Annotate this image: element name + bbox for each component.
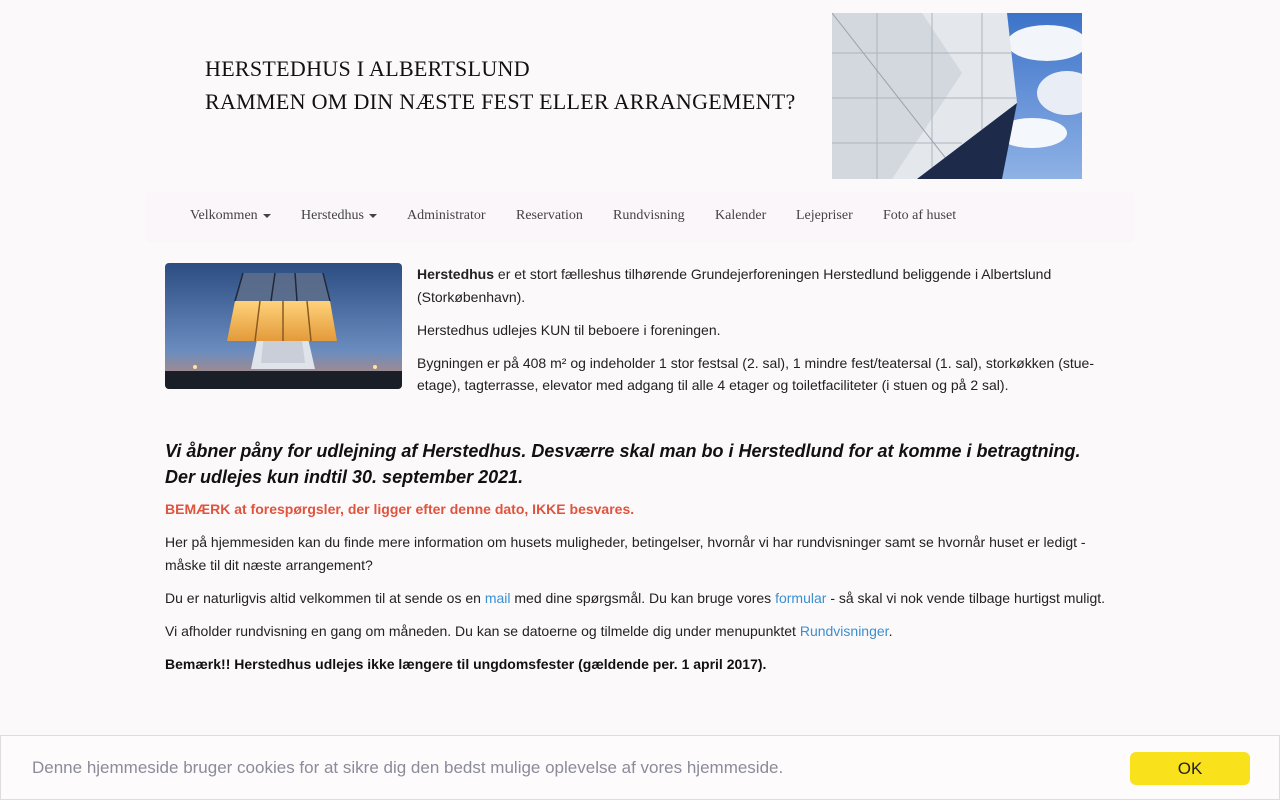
site-title bbox=[205, 52, 796, 118]
cookie-ok-button[interactable]: OK bbox=[1130, 752, 1250, 785]
tour-text: . bbox=[888, 622, 893, 639]
nav-item-herstedhus[interactable] bbox=[301, 192, 377, 242]
nav-item-label: Velkommen bbox=[190, 208, 258, 223]
tour-paragraph bbox=[165, 620, 1115, 643]
youth-party-notice: Bemærk!! Herstedhus udlejes ikke længere til ungdomsfester (gældende per. 1 april 2017). bbox=[165, 655, 767, 672]
nav-item-foto-af-huset[interactable]: Foto af huset bbox=[883, 208, 957, 223]
building-description-text: Bygningen er på 408 m² og indeholder 1 stor festsal (2. sal), 1 mindre fest/teatersal (1. sal), storkøkken (stue-etage), tagterrasse, elevator med adgang til alle 4 etager og toiletfaciliteter (i stuen og på 2 sal). bbox=[417, 354, 1094, 393]
warning-text: BEMÆRK at forespørgsler, der ligger efter denne dato, IKKE besvares. bbox=[165, 501, 635, 517]
contact-paragraph bbox=[165, 587, 1115, 610]
cookie-banner bbox=[0, 735, 1280, 800]
intro-paragraph bbox=[417, 263, 1117, 308]
nav-item-label: Herstedhus bbox=[301, 208, 364, 223]
main-content bbox=[165, 438, 1115, 686]
tour-text: Vi afholder rundvisning en gang om måneden. Du kan se datoerne og tilmelde dig under menupunktet bbox=[165, 622, 800, 639]
reopening-headline: Vi åbner påny for udlejning af Herstedhus. Desværre skal man bo i Herstedlund for at komme i betragtning. Der udlejes kun indtil 30. september 2021. bbox=[165, 441, 1081, 487]
intro-text bbox=[417, 263, 1117, 407]
info-paragraph: Her på hjemmesiden kan du finde mere information om husets muligheder, betingelser, hvornår vi har rundvisninger samt se hvornår huset er ledigt - måske til dit næste arrangement? bbox=[165, 534, 1086, 573]
contact-text: med dine spørgsmål. Du kan bruge vores bbox=[510, 589, 776, 606]
rental-restriction-text: Herstedhus udlejes KUN til beboere i foreningen. bbox=[417, 321, 721, 338]
herstedhus-bold: Herstedhus bbox=[417, 266, 495, 282]
herstedhus-photo bbox=[165, 263, 402, 389]
cookie-message: Denne hjemmeside bruger cookies for at sikre dig den bedst mulige oplevelse af vores hjemmeside. bbox=[32, 758, 784, 777]
nav-item-kalender[interactable]: Kalender bbox=[715, 208, 767, 223]
nav-item-rundvisning[interactable]: Rundvisning bbox=[613, 208, 685, 223]
main-navigation bbox=[145, 192, 1135, 242]
nav-item-administrator[interactable]: Administrator bbox=[407, 208, 486, 223]
contact-text: - så skal vi nok vende tilbage hurtigst muligt. bbox=[826, 589, 1106, 606]
rundvisninger-link[interactable]: Rundvisninger bbox=[799, 622, 889, 639]
caret-down-icon bbox=[263, 214, 271, 218]
site-title-line2: RAMMEN OM DIN NÆSTE FEST ELLER ARRANGEMENT? bbox=[205, 89, 796, 114]
nav-item-velkommen[interactable] bbox=[190, 192, 271, 242]
contact-text: Du er naturligvis altid velkommen til at sende os en bbox=[165, 589, 485, 606]
site-header bbox=[0, 0, 1280, 190]
nav-item-reservation[interactable]: Reservation bbox=[516, 208, 583, 223]
nav-item-lejepriser[interactable]: Lejepriser bbox=[796, 208, 853, 223]
mail-link[interactable]: mail bbox=[484, 589, 511, 606]
site-title-line1: HERSTEDHUS I ALBERTSLUND bbox=[205, 56, 530, 81]
header-building-photo bbox=[832, 13, 1082, 179]
caret-down-icon bbox=[369, 214, 377, 218]
intro-paragraph-text: er et stort fælleshus tilhørende Grundejerforeningen Herstedlund beliggende i Albertslund (Storkøbenhavn). bbox=[417, 266, 1052, 305]
formular-link[interactable]: formular bbox=[775, 589, 827, 606]
